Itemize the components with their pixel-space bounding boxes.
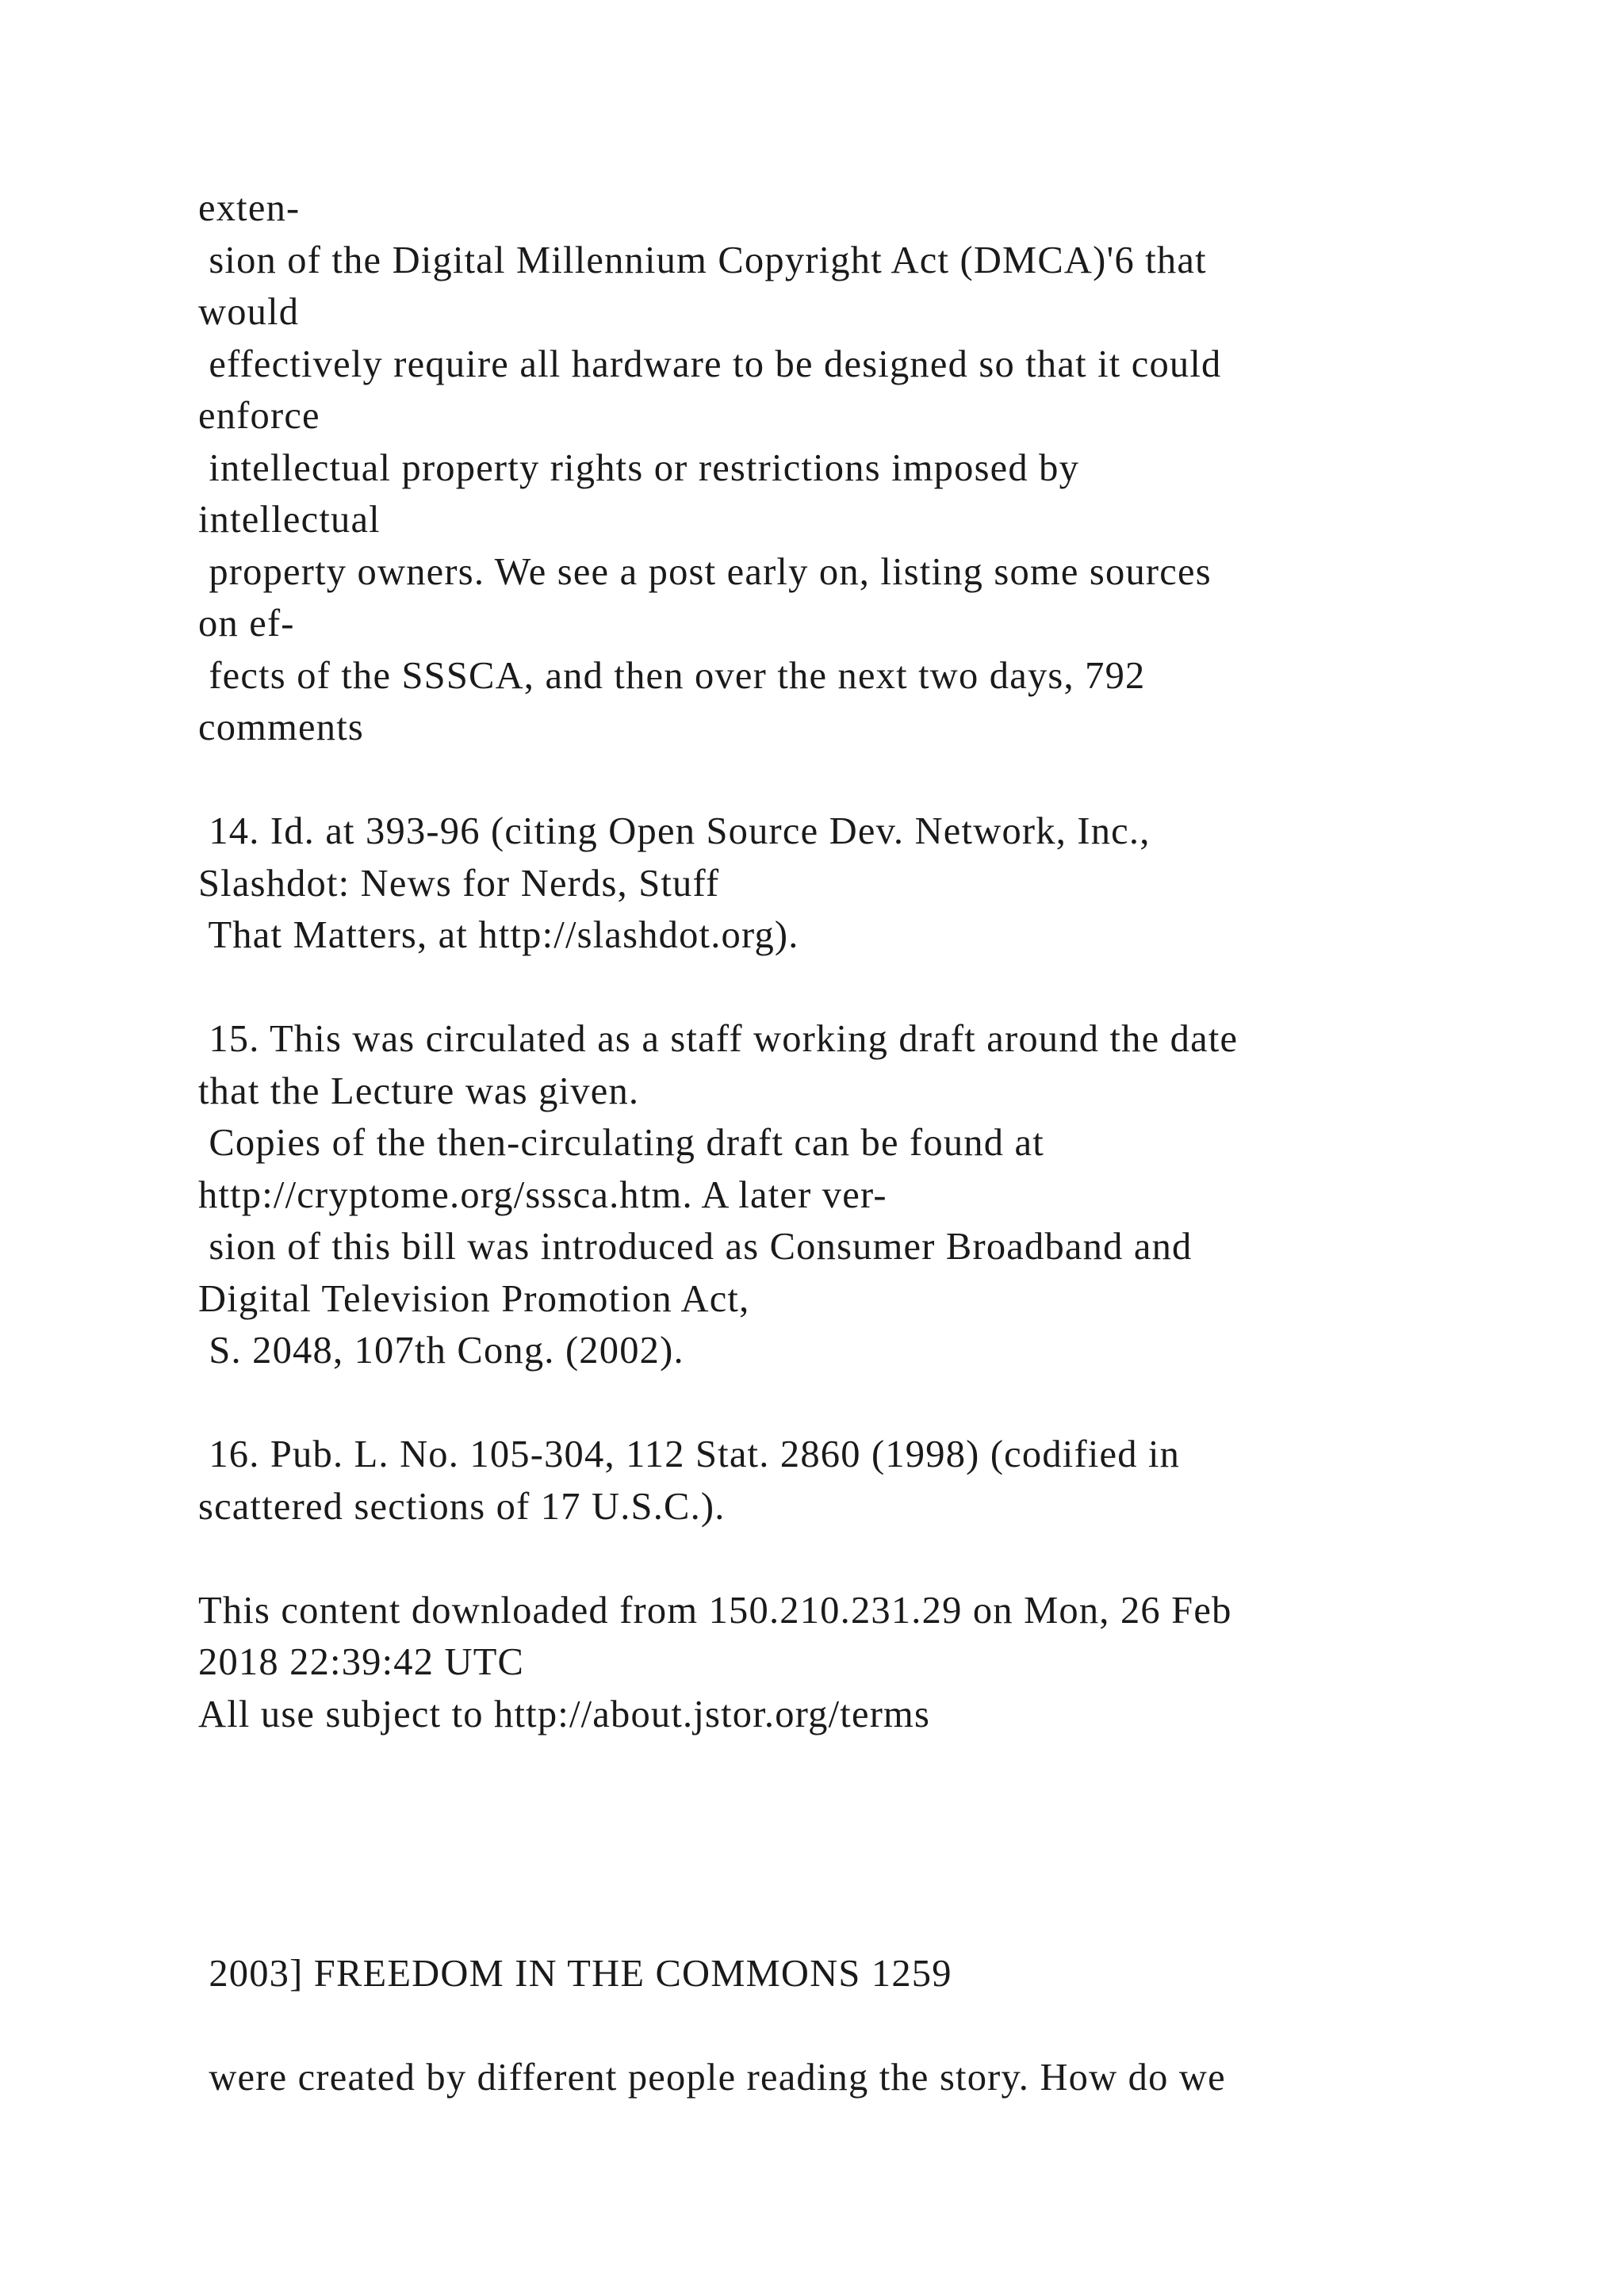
footnote-15-line: Copies of the then-circulating draft can be found at [198, 1122, 1044, 1164]
text-line: property owners. We see a post early on, listing some sources [198, 550, 1212, 593]
footnote-15-line: Digital Television Promotion Act, [198, 1277, 750, 1320]
text-line: sion of the Digital Millennium Copyright Act (DMCA)'6 that [198, 239, 1207, 281]
text-line: enforce [198, 395, 320, 437]
text-line: on ef- [198, 603, 295, 645]
blank-line [198, 1533, 1499, 1585]
footnote-14-line: Slashdot: News for Nerds, Stuff [198, 862, 720, 905]
text-line: comments [198, 706, 364, 748]
footnote-15-line: that the Lecture was given. [198, 1070, 640, 1112]
download-notice-line: This content downloaded from 150.210.231.29 on Mon, 26 Feb [198, 1589, 1232, 1632]
text-line: intellectual [198, 499, 381, 541]
text-line: effectively require all hardware to be designed so that it could [198, 342, 1222, 385]
terms-notice-line: All use subject to http://about.jstor.org/terms [198, 1693, 931, 1735]
blank-line [198, 2000, 1499, 2053]
footnote-16-line: scattered sections of 17 U.S.C.). [198, 1485, 726, 1528]
blank-line [198, 1740, 1499, 1793]
footnote-15-line: S. 2048, 107th Cong. (2002). [198, 1330, 684, 1372]
footnote-15-line: http://cryptome.org/sssca.htm. A later ver- [198, 1173, 887, 1216]
footnote-14-line: 14. Id. at 393-96 (citing Open Source Dev. Network, Inc., [198, 810, 1151, 852]
footnote-15-line: 15. This was circulated as a staff working draft around the date [198, 1018, 1239, 1060]
text-line: exten- [198, 187, 301, 229]
blank-line [198, 1377, 1499, 1429]
text-line: fects of the SSSCA, and then over the next two days, 792 [198, 654, 1146, 697]
footnote-15-line: sion of this bill was introduced as Consumer Broadband and [198, 1226, 1193, 1268]
blank-line [198, 1793, 1499, 1845]
footnote-16-line: 16. Pub. L. No. 105-304, 112 Stat. 2860 (1998) (codified in [198, 1433, 1181, 1475]
footnote-14-line: That Matters, at http://slashdot.org). [198, 914, 799, 956]
text-line: were created by different people reading the story. How do we [198, 2057, 1226, 2099]
running-header: 2003] FREEDOM IN THE COMMONS 1259 [198, 1953, 952, 1995]
download-notice-line: 2018 22:39:42 UTC [198, 1641, 525, 1683]
document-page [198, 182, 1499, 2104]
blank-line [198, 1844, 1499, 1896]
text-line: intellectual property rights or restrictions imposed by [198, 446, 1080, 489]
blank-line [198, 962, 1499, 1014]
blank-line [198, 754, 1499, 806]
blank-line [198, 1896, 1499, 1949]
text-line: would [198, 291, 300, 333]
